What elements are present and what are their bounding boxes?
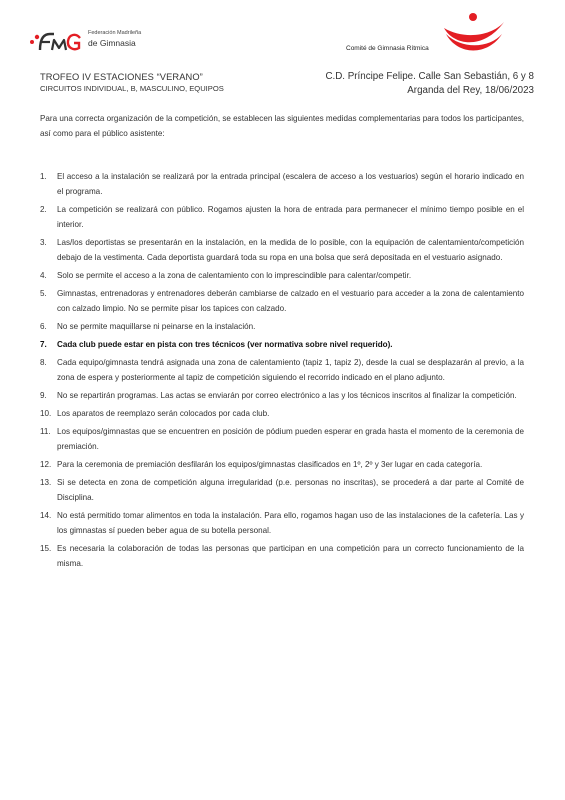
venue-date: Arganda del Rey, 18/06/2023 [407, 85, 534, 96]
committee-name: Comité de Gimnasia Rítmica [346, 45, 429, 52]
rule-number: 5. [40, 289, 47, 298]
rule-number: 9. [40, 391, 47, 400]
rule-item [40, 541, 524, 571]
rule-text: No está permitido tomar alimentos en toda la instalación. Para ello, rogamos hagan uso de las instalaciones de la cafetería. Las y los gimnastas sí pueden beber agua de su botella personal. [57, 511, 524, 535]
rule-item [40, 235, 524, 265]
rule-text: Cada club puede estar en pista con tres técnicos (ver normativa sobre nivel requerido). [57, 340, 393, 349]
rule-number: 12. [40, 460, 52, 469]
rule-item [40, 337, 524, 352]
rule-number: 14. [40, 511, 52, 520]
rule-text: El acceso a la instalación se realizará por la entrada principal (escalera de acceso a los vestuarios) según el horario indicado en el programa. [57, 172, 524, 196]
rule-text: Es necesaria la colaboración de todas las personas que participan en una competición para un correcto funcionamiento de la misma. [57, 544, 524, 568]
rule-number: 10. [40, 409, 52, 418]
rule-text: Cada equipo/gimnasta tendrá asignada una zona de calentamiento (tapiz 1, tapiz 2), desde la cual se desplazarán al previo, a la zona de espera y posteriormente al tapiz de competición siguiendo el recorrido indicado en el plano adjunto. [57, 358, 524, 382]
gymnast-logo-icon [440, 12, 510, 56]
rule-text: La competición se realizará con público. Rogamos ajusten la hora de entrada para permanecer el mínimo tiempo posible en el interior. [57, 205, 524, 229]
rule-item [40, 475, 524, 505]
event-subtitle: CIRCUITOS INDIVIDUAL, B, MASCULINO, EQUIPOS [40, 84, 224, 93]
rule-number: 11. [40, 427, 51, 436]
rules-list [40, 169, 524, 574]
rule-item [40, 424, 524, 454]
federation-name-line2: de Gimnasia [88, 38, 136, 48]
rule-item [40, 406, 524, 421]
venue-address: C.D. Príncipe Felipe. Calle San Sebastián, 6 y 8 [325, 71, 534, 82]
intro-paragraph: Para una correcta organización de la competición, se establecen las siguientes medidas complementarias para todos los participantes, así como para el público asistente: [40, 114, 524, 138]
rule-item [40, 457, 524, 472]
rule-item [40, 355, 524, 385]
rule-number: 3. [40, 238, 47, 247]
rule-text: Gimnastas, entrenadoras y entrenadores deberán cambiarse de calzado en el vestuario para acceder a la zona de calentamiento con calzado limpio. No se permite pisar los tapices con calzado. [57, 289, 524, 313]
rule-text: No se repartirán programas. Las actas se enviarán por correo electrónico a las y los técnicos inscritos al finalizar la competición. [57, 391, 517, 400]
federation-name-line1: Federación Madrileña [88, 30, 142, 36]
rule-item [40, 508, 524, 538]
rule-number: 8. [40, 358, 47, 367]
rule-item [40, 202, 524, 232]
rule-text: Solo se permite el acceso a la zona de calentamiento con lo imprescindible para calentar/competir. [57, 271, 412, 280]
rule-item [40, 319, 524, 334]
fmg-logo-icon [28, 28, 86, 56]
rule-number: 13. [40, 478, 52, 487]
rule-item [40, 388, 524, 403]
rule-number: 15. [40, 544, 52, 553]
rule-item [40, 268, 524, 283]
event-title: TROFEO IV ESTACIONES “VERANO” [40, 72, 203, 82]
rule-text: Los aparatos de reemplazo serán colocados por cada club. [57, 409, 270, 418]
rule-number: 7. [40, 340, 47, 349]
rule-number: 6. [40, 322, 47, 331]
rule-text: Si se detecta en zona de competición alguna irregularidad (p.e. personas no inscritas), se procederá a dar parte al Comité de Disciplina. [57, 478, 524, 502]
rule-text: Las/los deportistas se presentarán en la instalación, en la medida de lo posible, con la equipación de calentamiento/competición debajo de la vestimenta. Cada deportista guardará toda su ropa en una bolsa que será depositada en el vestuario asignado. [57, 238, 524, 262]
rule-number: 4. [40, 271, 47, 280]
rule-text: Los equipos/gimnastas que se encuentren en posición de pódium pueden esperar en grada hasta el momento de la ceremonia de premiación. [57, 427, 524, 451]
rule-number: 1. [40, 172, 47, 181]
rule-item [40, 169, 524, 199]
rule-text: Para la ceremonia de premiación desfilarán los equipos/gimnastas clasificados en 1º, 2º y 3er lugar en cada categoría. [57, 460, 483, 469]
rule-number: 2. [40, 205, 47, 214]
rule-text: No se permite maquillarse ni peinarse en la instalación. [57, 322, 256, 331]
rule-item [40, 286, 524, 316]
